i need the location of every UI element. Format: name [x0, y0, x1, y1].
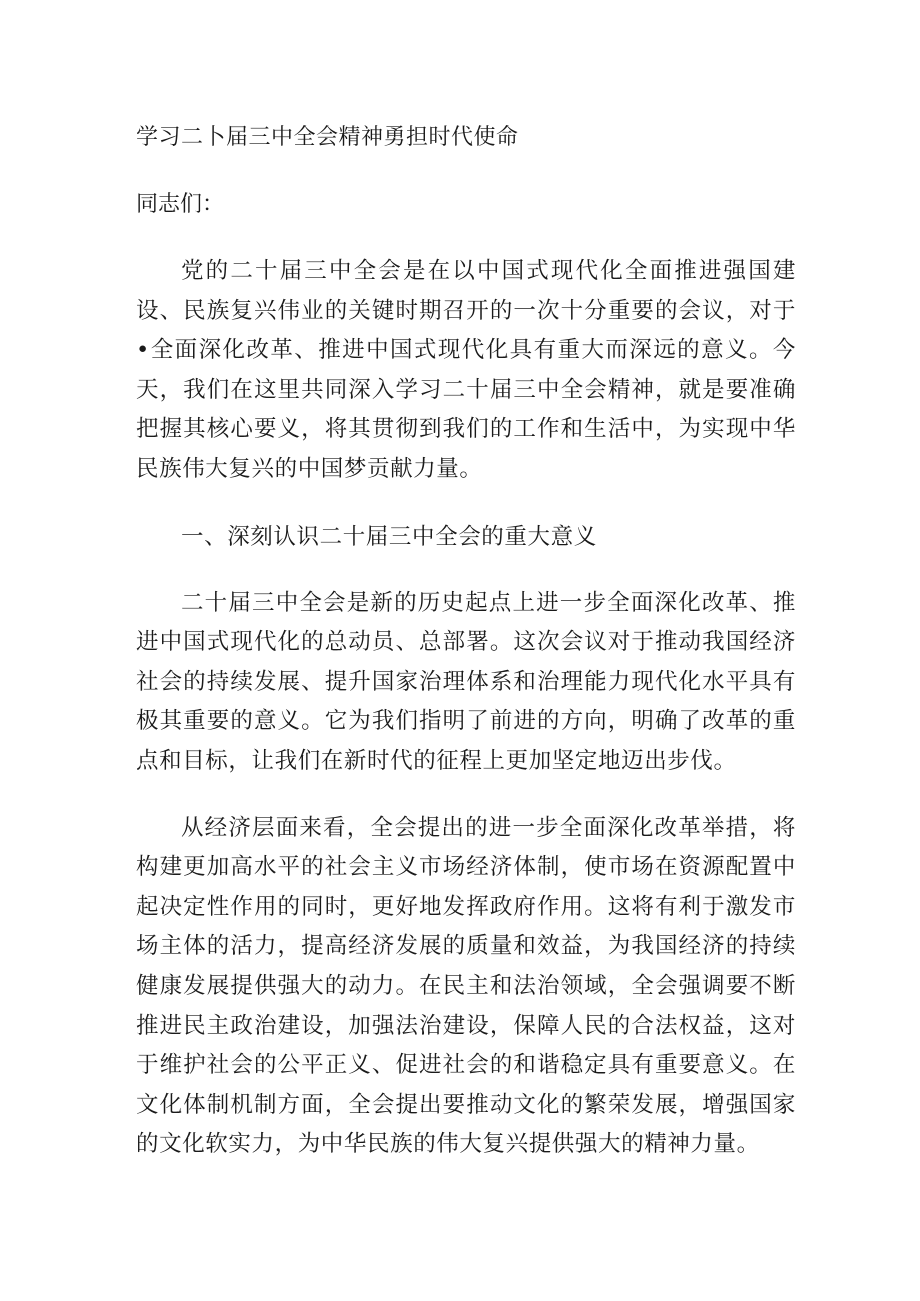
document-title: 学习二卜届三中全会精神勇担时代使命	[136, 125, 519, 150]
section-heading: 一、深刻认识二十届三中全会的重大意义	[181, 523, 597, 550]
document-page	[136, 118, 796, 1192]
section-paragraph-2: 从经济层面来看，全会提出的进一步全面深化改革举措，将构建更加高水平的社会主义市场经济体制，使市场在资源配置中起决定性作用的同时，更好地发挥政府作用。这将有利于激发市场主体的活力，提高经济发展的质量和效益，为我国经济的持续健康发展提供强大的动力。在民主和法治领域，全会强调要不断推进民主政治建设，加强法治建设，保障人民的合法权益，这对于维护社会的公平正义、促进社会的和谐稳定具有重要意义。在文化体制机制方面，全会提出要推动文化的繁荣发展，增强国家的文化软实力，为中华民族的伟大复兴提供强大的精神力量。	[136, 814, 796, 1158]
salutation: 同志们：	[136, 192, 225, 217]
intro-paragraph: 党的二十届三中全会是在以中国式现代化全面推进强国建设、民族复兴伟业的关键时期召开的一次十分重要的会议，对于•全面深化改革、推进中国式现代化具有重大而深远的意义。今天，我们在这里共同深入学习二十届三中全会精神，就是要准确把握其核心要义，将其贯彻到我们的工作和生活中，为实现中华民族伟大复兴的中国梦贡献力量。	[136, 258, 796, 482]
section-paragraph-1: 二十届三中全会是新的历史起点上进一步全面深化改革、推进中国式现代化的总动员、总部署。这次会议对于推动我国经济社会的持续发展、提升国家治理体系和治理能力现代化水平具有极其重要的意义。它为我们指明了前进的方向，明确了改革的重点和目标，让我们在新时代的征程上更加坚定地迈出步伐。	[136, 589, 796, 774]
